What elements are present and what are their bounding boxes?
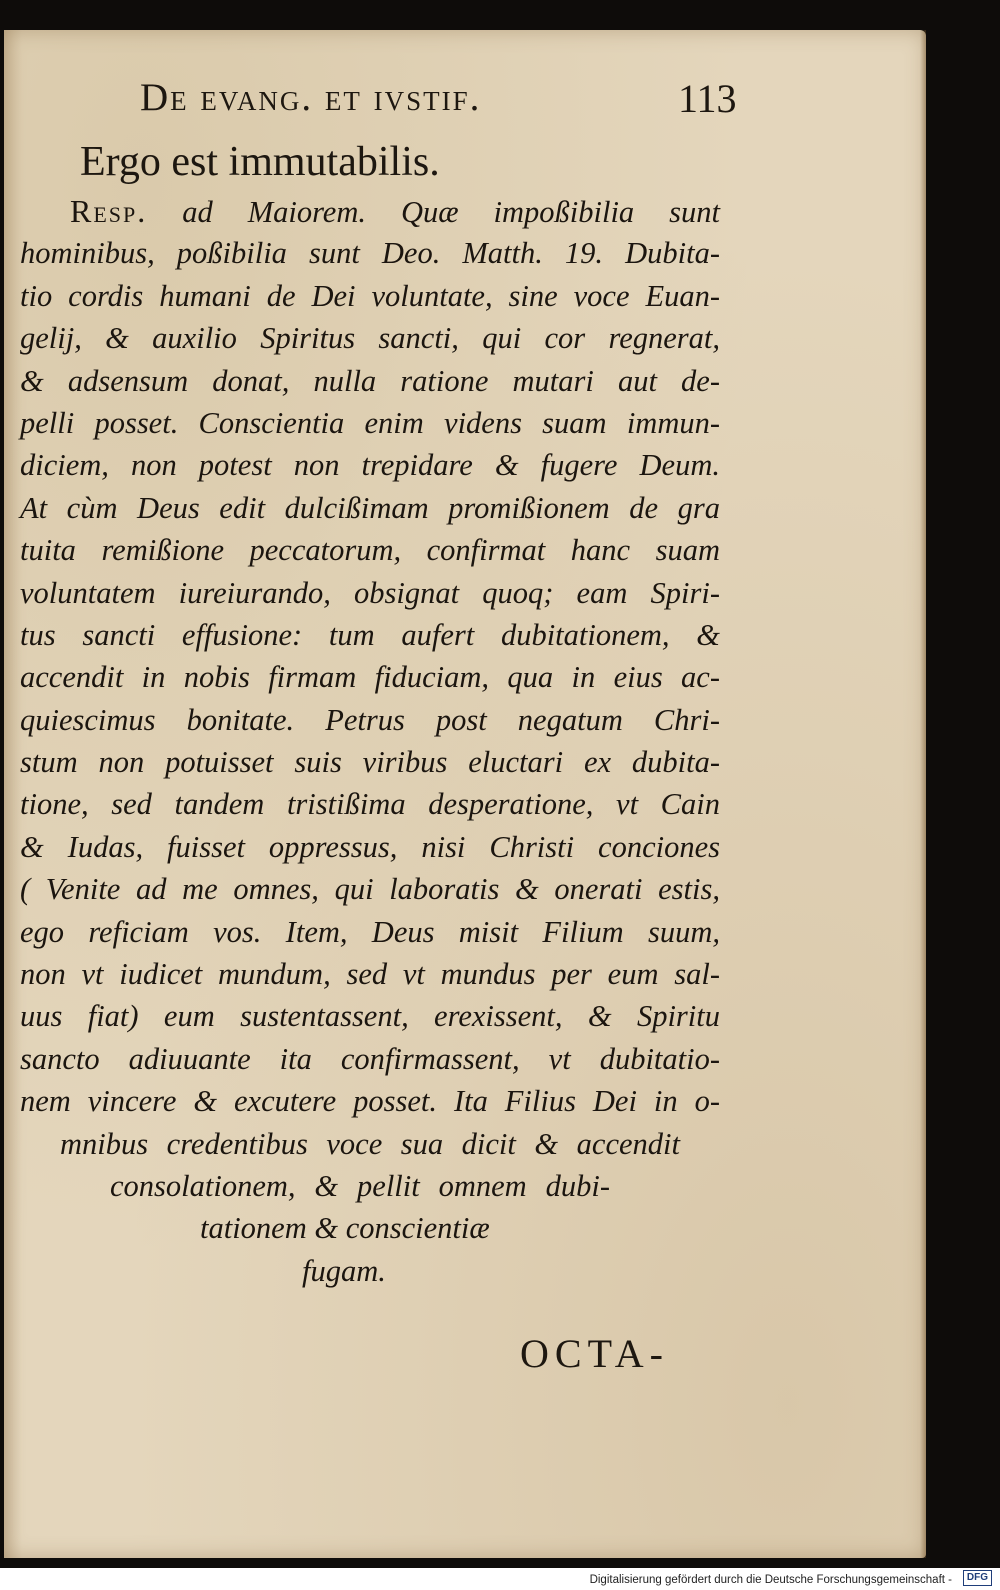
- text-line: tus sancti effusione: tum aufert dubitationem, &: [20, 617, 720, 652]
- closing-line: fugam.: [302, 1253, 386, 1288]
- text-line: tione, sed tandem tristißima desperatione, vt Cain: [20, 787, 720, 822]
- text-line: diciem, non potest non trepidare & fugere Deum.: [20, 448, 720, 483]
- footer-bar: [0, 1568, 1000, 1590]
- body-text: [20, 190, 720, 1292]
- text-line: uus fiat) eum sustentassent, erexissent, & Spiritu: [20, 999, 720, 1034]
- text-line: ( Venite ad me omnes, qui laboratis & onerati estis,: [20, 872, 720, 907]
- page-edge-shadow: [920, 30, 926, 1558]
- text-line: & adsensum donat, nulla ratione mutari aut de-: [20, 363, 720, 398]
- text-line: voluntatem iureiurando, obsignat quoq; eam Spiri-: [20, 575, 720, 610]
- text-line: pelli posset. Conscientia enim videns suam immun-: [20, 405, 720, 440]
- text-line: quiescimus bonitate. Petrus post negatum Chri-: [20, 702, 720, 737]
- text-line: sancto adiuuante ita confirmassent, vt dubitatio-: [20, 1041, 720, 1076]
- text-line: & Iudas, fuisset oppressus, nisi Christi conciones: [20, 829, 720, 864]
- text-line: non vt iudicet mundum, sed vt mundus per eum sal-: [20, 957, 720, 992]
- text-line: accendit in nobis firmam fiduciam, qua in eius ac-: [20, 660, 720, 695]
- text-line: [20, 190, 720, 232]
- conclusion-line: Ergo est immutabilis.: [80, 139, 440, 185]
- catchword: OCTA-: [520, 1331, 670, 1376]
- text-line: ego reficiam vos. Item, Deus misit Filium suum,: [20, 914, 720, 949]
- resp-label: Resp.: [70, 193, 148, 229]
- text-line: At cùm Deus edit dulcißimam promißionem de gra: [20, 490, 720, 525]
- text-line: gelij, & auxilio Spiritus sancti, qui cor regnerat,: [20, 321, 720, 356]
- funding-credit: Digitalisierung gefördert durch die Deutsche Forschungsgemeinschaft -: [589, 1574, 952, 1586]
- text-line: nem vincere & excutere posset. Ita Filius Dei in o-: [20, 1084, 720, 1119]
- text-line: hominibus, poßibilia sunt Deo. Matth. 19. Dubita-: [20, 236, 720, 271]
- closing-line: consolationem, & pellit omnem dubi-: [110, 1168, 610, 1203]
- text-line-content: ad Maiorem. Quæ impoßibilia sunt: [147, 195, 720, 229]
- dfg-logo[interactable]: DFG: [963, 1570, 992, 1586]
- text-line: tuita remißione peccatorum, confirmat hanc suam: [20, 533, 720, 568]
- text-line: tio cordis humani de Dei voluntate, sine voce Euan-: [20, 278, 720, 313]
- closing-line: mnibus credentibus voce sua dicit & accendit: [60, 1126, 680, 1161]
- running-title: De evang. et ivstif.: [140, 76, 482, 119]
- closing-line: tationem & conscientiæ: [200, 1211, 490, 1246]
- text-line: stum non potuisset suis viribus eluctari ex dubita-: [20, 745, 720, 780]
- page-number: 113: [678, 76, 737, 121]
